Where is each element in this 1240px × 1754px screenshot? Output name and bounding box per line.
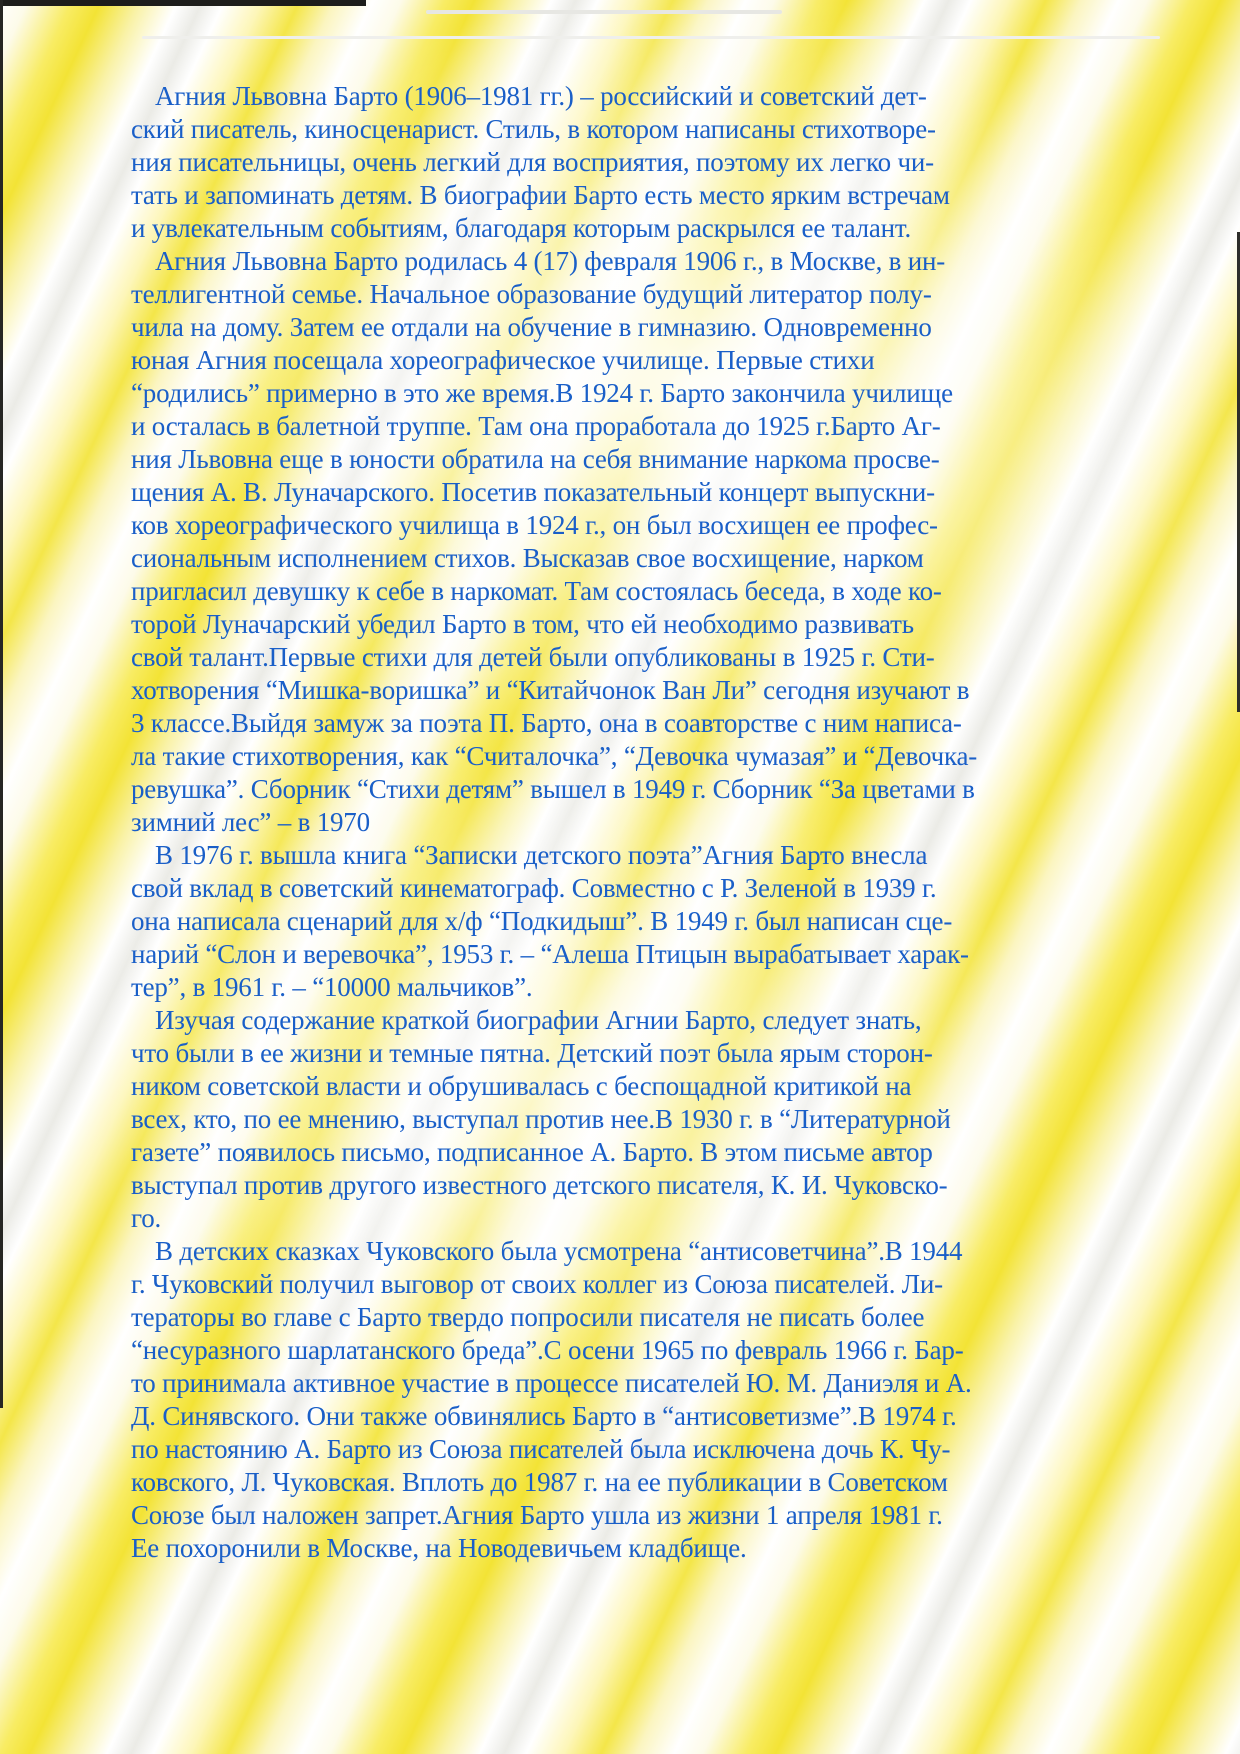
text-line: то принимала активное участие в процессе писателей Ю. М. Даниэля и А. [131,1368,972,1398]
text-line: ния писательницы, очень легкий для восприятия, поэтому их легко чи- [131,147,934,177]
paragraph [131,1235,1111,1565]
text-line: щения А. В. Луначарского. Посетив показательный концерт выпускни- [131,477,935,507]
paragraph [131,245,1111,839]
scan-edge-top [0,0,366,6]
text-line: что были в ее жизни и темные пятна. Детский поэт была ярым сторон- [131,1038,933,1068]
scan-edge-left [0,0,3,1408]
text-line: Изучая содержание краткой биографии Агнии Барто, следует знать, [155,1005,922,1035]
text-line: тать и запоминать детям. В биографии Барто есть место ярким встречам [131,180,950,210]
text-line: ковского, Л. Чуковская. Вплоть до 1987 г. на ее публикации в Советском [131,1467,948,1497]
scan-smudge-upper-line [142,36,1160,39]
text-line: ния Львовна еще в юности обратила на себя внимание наркома просве- [131,444,940,474]
text-line: ков хореографического училища в 1924 г., он был восхищен ее профес- [131,510,938,540]
text-line: “несуразного шарлатанского бреда”.С осени 1965 по февраль 1966 г. Бар- [131,1335,964,1365]
text-line: Д. Синявского. Они также обвинялись Барто в “антисоветизме”.В 1974 г. [131,1401,957,1431]
text-line: свой вклад в советский кинематограф. Совместно с Р. Зеленой в 1939 г. [131,873,937,903]
text-line: В детских сказках Чуковского была усмотрена “антисоветчина”.В 1944 [155,1236,963,1266]
text-line: выступал против другого известного детского писателя, К. И. Чуковско- [131,1170,948,1200]
text-line: ником советской власти и обрушивалась с беспощадной критикой на [131,1071,912,1101]
text-line: ревушка”. Сборник “Стихи детям” вышел в 1949 г. Сборник “За цветами в [131,774,975,804]
text-line: тераторы во главе с Барто твердо попросили писателя не писать более [131,1302,925,1332]
paragraph [131,80,1111,245]
text-line: Союзе был наложен запрет.Агния Барто ушла из жизни 1 апреля 1981 г. [131,1500,943,1530]
text-line: газете” появилось письмо, подписанное А. Барто. В этом письме автор [131,1137,933,1167]
article-text [131,80,1111,1565]
text-line: она написала сценарий для х/ф “Подкидыш”. В 1949 г. был написан сце- [131,906,953,936]
text-line: торой Луначарский убедил Барто в том, что ей необходимо развивать [131,609,914,639]
paragraph [131,1004,1111,1235]
text-line: зимний лес” – в 1970 [131,807,370,837]
text-line: и увлекательным событиям, благодаря которым раскрылся ее талант. [131,213,912,243]
text-line: сиональным исполнением стихов. Высказав свое восхищение, нарком [131,543,924,573]
text-line: Агния Львовна Барто родилась 4 (17) февраля 1906 г., в Москве, в ин- [155,246,946,276]
text-line: В 1976 г. вышла книга “Записки детского поэта”Агния Барто внесла [155,840,928,870]
text-line: свой талант.Первые стихи для детей были опубликованы в 1925 г. Сти- [131,642,935,672]
text-line: по настоянию А. Барто из Союза писателей была исключена дочь К. Чу- [131,1434,951,1464]
text-line: юная Агния посещала хореографическое училище. Первые стихи [131,345,875,375]
text-line: “родились” примерно в это же время.В 1924 г. Барто закончила училище [131,378,953,408]
scan-smudge-top-center [426,10,782,14]
text-line: нарий “Слон и веревочка”, 1953 г. – “Алеша Птицын вырабатывает харак- [131,939,969,969]
text-line: чила на дому. Затем ее отдали на обучение в гимназию. Одновременно [131,312,932,342]
text-line: Ее похоронили в Москве, на Новодевичьем кладбище. [131,1533,747,1563]
paragraph [131,839,1111,1004]
text-line: и осталась в балетной труппе. Там она проработала до 1925 г.Барто Аг- [131,411,941,441]
text-line: пригласил девушку к себе в наркомат. Там состоялась беседа, в ходе ко- [131,576,942,606]
text-line: ский писатель, киносценарист. Стиль, в котором написаны стихотворе- [131,114,936,144]
text-line: г. Чуковский получил выговор от своих коллег из Союза писателей. Ли- [131,1269,943,1299]
text-line: тер”, в 1961 г. – “10000 мальчиков”. [131,972,533,1002]
text-line: теллигентной семье. Начальное образование будущий литератор полу- [131,279,932,309]
text-line: го. [131,1203,162,1233]
text-line: Агния Львовна Барто (1906–1981 гг.) – российский и советский дет- [155,81,927,111]
text-line: всех, кто, по ее мнению, выступал против нее.В 1930 г. в “Литературной [131,1104,951,1134]
text-line: 3 классе.Выйдя замуж за поэта П. Барто, она в соавторстве с ним написа- [131,708,962,738]
text-line: ла такие стихотворения, как “Считалочка”, “Девочка чумазая” и “Девочка- [131,741,978,771]
text-line: хотворения “Мишка-воришка” и “Китайчонок Ван Ли” сегодня изучают в [131,675,970,705]
